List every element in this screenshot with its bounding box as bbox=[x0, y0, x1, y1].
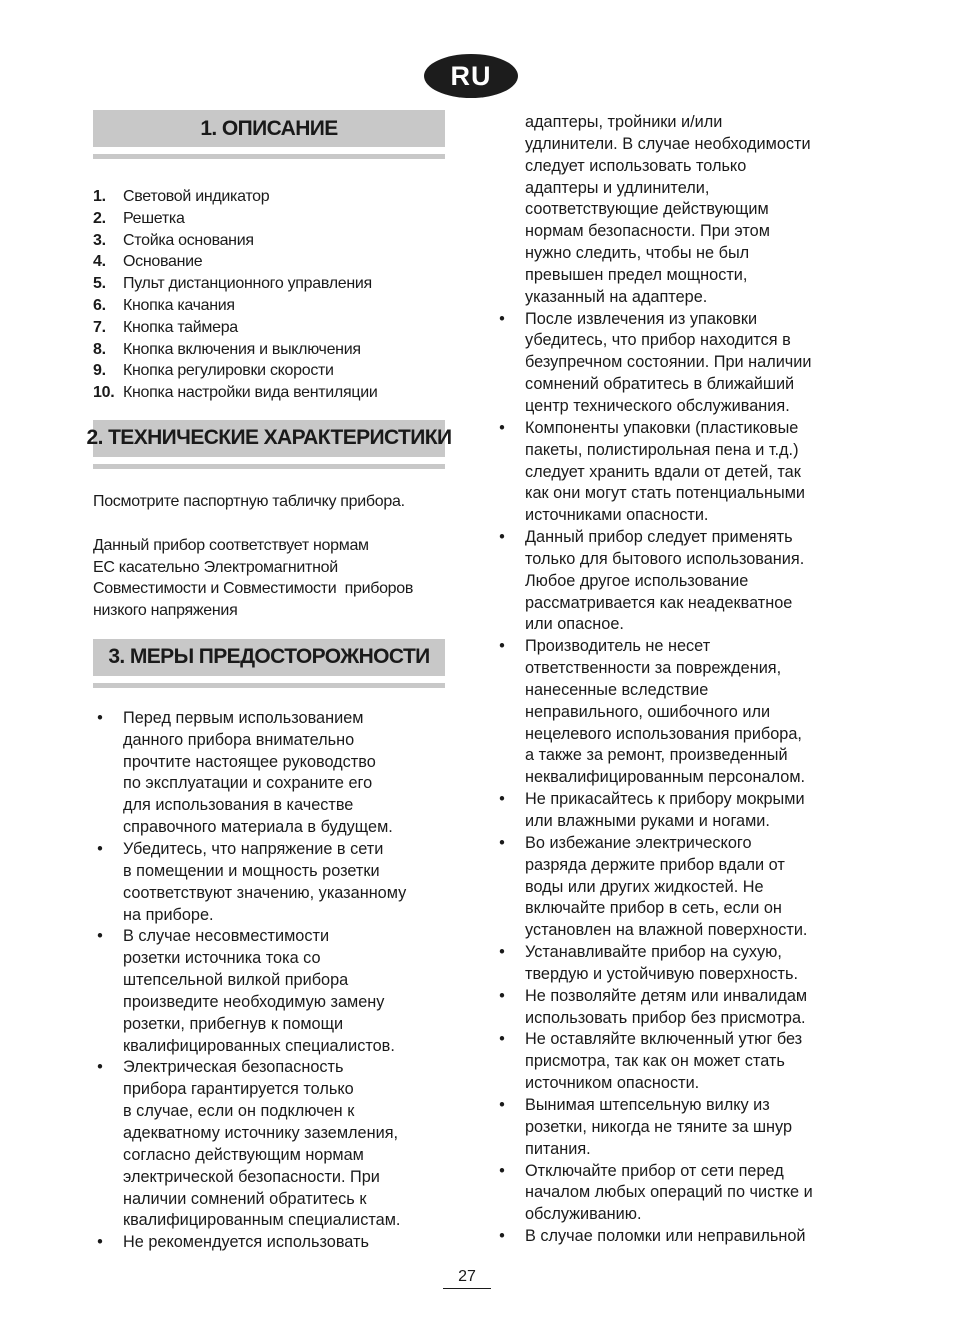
list-item-text: В случае поломки или неправильной bbox=[525, 1227, 806, 1246]
list-item bbox=[495, 1226, 855, 1248]
list-item bbox=[495, 636, 855, 789]
list-item-text: Компоненты упаковки (пластиковые пакеты, полистирольная пена и т.д.) следует хранить вдали от детей, так как они могут стать потенциальными источниками опасности. bbox=[525, 418, 806, 525]
page-number: 27 bbox=[443, 1268, 491, 1289]
list-item-text: Основание bbox=[123, 253, 203, 271]
bullet-icon: • bbox=[97, 1233, 103, 1252]
list-item-text: Перед первым использованием данного прибора внимательно прочтите настоящее руководство по эксплуатации и сохраните его для использования в качестве справочного материала в будущем. bbox=[123, 708, 393, 837]
language-badge: RU bbox=[424, 54, 518, 98]
bullet-icon: • bbox=[97, 840, 103, 859]
section-heading-description: 1. ОПИСАНИЕ bbox=[93, 110, 445, 147]
list-item-number: 7. bbox=[93, 318, 106, 336]
list-item bbox=[93, 208, 445, 230]
list-item-text: Не позволяйте детям или инвалидам использовать прибор без присмотра. bbox=[525, 986, 808, 1027]
list-item-number: 1. bbox=[93, 188, 106, 205]
list-item-number: 2. bbox=[93, 209, 106, 227]
tech-paragraph-compliance: Данный прибор соответствует нормам ЕС касательно Электромагнитной Совместимости и Совместимости приборов низкого напряжения bbox=[93, 536, 414, 620]
section-heading-tech: 2. ТЕХНИЧЕСКИЕ ХАРАКТЕРИСТИКИ bbox=[93, 420, 445, 457]
list-item-text: Убедитесь, что напряжение в сети в помещении и мощность розетки соответствуют значению, указанному на приборе. bbox=[123, 840, 407, 924]
bullet-icon: • bbox=[97, 708, 103, 727]
precautions-list-right bbox=[495, 112, 855, 1248]
list-item bbox=[495, 1029, 855, 1095]
list-item-text: Устанавливайте прибор на сухую, твердую и устойчивую поверхность. bbox=[525, 943, 798, 983]
list-item bbox=[495, 309, 855, 418]
list-item bbox=[93, 186, 445, 208]
list-item-number: 6. bbox=[93, 296, 106, 314]
list-item-text: Пульт дистанционного управления bbox=[123, 275, 372, 293]
list-item bbox=[93, 339, 445, 361]
list-item-text: Кнопка регулировки скорости bbox=[123, 362, 334, 380]
list-item bbox=[495, 833, 855, 942]
list-item-text: Кнопка качания bbox=[123, 296, 235, 314]
section-divider bbox=[93, 683, 445, 688]
list-item bbox=[93, 251, 445, 273]
list-item bbox=[495, 986, 855, 1030]
bullet-icon: • bbox=[499, 309, 505, 328]
tech-paragraph-rating-plate: Посмотрите паспортную табличку прибора. bbox=[93, 492, 405, 510]
bullet-icon: • bbox=[499, 418, 505, 437]
list-item bbox=[495, 418, 855, 527]
list-item bbox=[93, 273, 445, 295]
list-item-text: Не прикасайтесь к прибору мокрыми или влажными руками и ногами. bbox=[525, 790, 805, 830]
right-column bbox=[495, 112, 855, 1248]
list-item-text: Вынимая штепсельную вилку из розетки, никогда не тяните за шнур питания. bbox=[525, 1095, 793, 1158]
list-item-text: Решетка bbox=[123, 209, 185, 227]
list-item-text: Данный прибор следует применять только для бытового использования. Любое другое использование рассматривается как неадекватное или опасное. bbox=[525, 528, 805, 634]
list-item bbox=[93, 295, 445, 317]
list-item bbox=[495, 789, 855, 833]
list-item-text: После извлечения из упаковки убедитесь, что прибор находится в безупречном состоянии. При наличии сомнений обратитесь в ближайший центр технического обслуживания. bbox=[525, 309, 812, 415]
list-item bbox=[93, 708, 445, 839]
left-column bbox=[86, 110, 452, 1254]
list-item-number: 4. bbox=[93, 253, 106, 271]
parts-list bbox=[93, 186, 445, 404]
list-item-text: Световой индикатор bbox=[123, 188, 270, 205]
bullet-icon: • bbox=[499, 943, 505, 962]
list-item-text: Стойка основания bbox=[123, 231, 254, 249]
bullet-icon: • bbox=[499, 637, 505, 656]
bullet-icon: • bbox=[499, 833, 505, 852]
list-item-number: 8. bbox=[93, 340, 106, 358]
list-item-continuation bbox=[495, 112, 855, 309]
bullet-icon: • bbox=[97, 927, 103, 946]
bullet-icon: • bbox=[499, 1030, 505, 1049]
list-item bbox=[93, 230, 445, 252]
list-item bbox=[93, 382, 445, 404]
bullet-icon: • bbox=[499, 1227, 505, 1246]
list-item-text: Производитель не несет ответственности за повреждения, нанесенные вследствие неправильного, ошибочного или нецелевого использования прибора, а также за ремонт, произведенный неквалифицированным персоналом. bbox=[525, 637, 806, 787]
bullet-icon: • bbox=[499, 1095, 505, 1114]
section-divider bbox=[93, 464, 445, 469]
list-item bbox=[93, 317, 445, 339]
precautions-list-left bbox=[93, 708, 445, 1254]
list-item-text: Не рекомендуется использовать bbox=[123, 1233, 369, 1252]
bullet-icon: • bbox=[499, 528, 505, 547]
list-item-number: 3. bbox=[93, 231, 106, 249]
list-item-text: Кнопка включения и выключения bbox=[123, 340, 361, 358]
list-item bbox=[495, 527, 855, 636]
bullet-icon: • bbox=[97, 1058, 103, 1077]
list-item-number: 10. bbox=[93, 384, 115, 402]
list-item bbox=[93, 926, 445, 1057]
list-item-number: 5. bbox=[93, 275, 106, 293]
list-item-text: Кнопка настройки вида вентиляции bbox=[123, 384, 378, 402]
list-item-text: Электрическая безопасность прибора гарантируется только в случае, если он подключен к адекватному источнику заземления, согласно действующим нормам электрической безопасности. При наличии сомнений обратитесь к квалифицированным специалистам. bbox=[123, 1058, 401, 1230]
list-item bbox=[495, 1161, 855, 1227]
list-item-text: Во избежание электрического разряда держите прибор вдали от воды или других жидкостей. Не включайте прибор в сеть, если он установлен на влажной поверхности. bbox=[525, 833, 808, 940]
bullet-icon: • bbox=[499, 1161, 505, 1180]
list-item bbox=[495, 942, 855, 986]
section-heading-precautions: 3. МЕРЫ ПРЕДОСТОРОЖНОСТИ bbox=[93, 639, 445, 676]
list-item bbox=[93, 360, 445, 382]
list-item-number: 9. bbox=[93, 362, 106, 380]
bullet-icon: • bbox=[499, 986, 505, 1005]
bullet-icon: • bbox=[499, 790, 505, 809]
list-item bbox=[93, 1232, 445, 1254]
list-item-text: Не оставляйте включенный утюг без присмотра, так как он может стать источником опасности. bbox=[525, 1030, 803, 1093]
list-item-text: адаптеры, тройники и/или удлинители. В случае необходимости следует использовать только адаптеры и удлинители, соответствующие действующим нормам безопасности. При этом нужно следить, чтобы не был превышен предел мощности, указанный на адаптере. bbox=[525, 113, 811, 306]
section-divider bbox=[93, 154, 445, 159]
list-item bbox=[495, 1095, 855, 1161]
list-item bbox=[93, 1057, 445, 1232]
list-item-text: В случае несовместимости розетки источника тока со штепсельной вилкой прибора произведите необходимую замену розетки, прибегнув к помощи квалифицированных специалистов. bbox=[123, 927, 395, 1055]
list-item-text: Отключайте прибор от сети перед началом любых операций по чистке и обслуживанию. bbox=[525, 1161, 813, 1224]
list-item-text: Кнопка таймера bbox=[123, 318, 238, 336]
list-item bbox=[93, 839, 445, 926]
